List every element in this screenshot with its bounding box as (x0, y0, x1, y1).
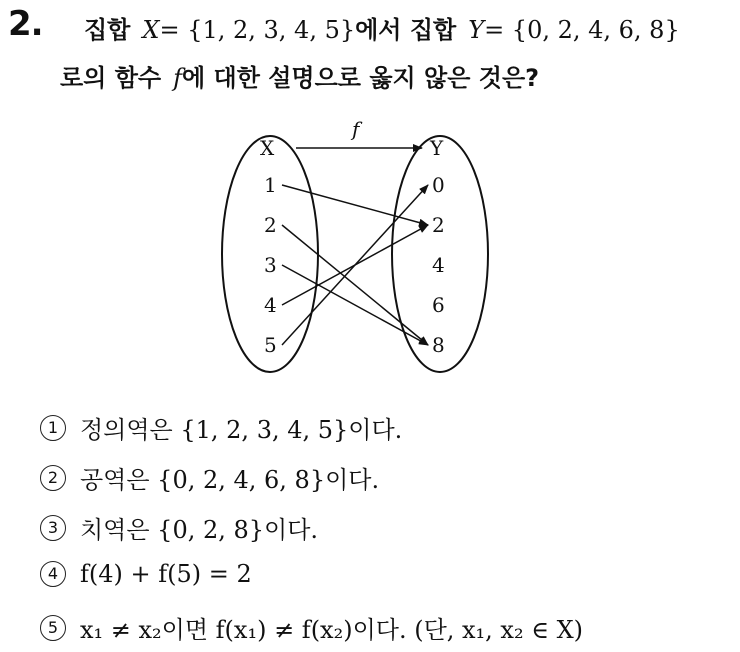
mapping-arrow (282, 265, 428, 345)
choice-text: x₁ ≠ x₂이면 f(x₁) ≠ f(x₂)이다. (단, x₁, x₂ ∈ X) (80, 616, 584, 644)
domain-element: 4 (264, 293, 277, 317)
choice-text: 공역은 {0, 2, 4, 6, 8}이다. (80, 466, 380, 494)
domain-element: 5 (264, 333, 277, 357)
stem-text: 집합 (84, 16, 131, 44)
choice-number: 1 (40, 415, 66, 441)
question-stem-line2 (60, 58, 700, 93)
choice-number: 5 (40, 615, 66, 641)
set-y-symbol: Y (468, 16, 485, 44)
answer-choice-2[interactable] (40, 460, 379, 495)
codomain-element: 4 (432, 253, 445, 277)
choice-text: 치역은 {0, 2, 8}이다. (80, 516, 319, 544)
mapping-arrow (282, 225, 428, 345)
answer-choice-4[interactable] (40, 560, 252, 588)
set-y-elements: = {0, 2, 4, 6, 8} (484, 16, 680, 44)
codomain-element: 0 (432, 173, 445, 197)
function-label: f (352, 117, 360, 141)
codomain-label: Y (430, 136, 444, 160)
set-x-elements: = {1, 2, 3, 4, 5} (159, 16, 356, 44)
question-number: 2. (8, 4, 43, 44)
choice-text: f(4) + f(5) = 2 (80, 560, 252, 588)
answer-choice-5[interactable] (40, 610, 583, 645)
answer-choice-1[interactable] (40, 410, 402, 445)
choice-number: 4 (40, 561, 66, 587)
question-stem-line1 (84, 10, 724, 45)
stem-text: 에서 집합 (355, 16, 457, 44)
stem-text: 에 대한 설명으로 옳지 않은 것은? (181, 64, 540, 92)
choice-text: 정의역은 {1, 2, 3, 4, 5}이다. (80, 416, 403, 444)
domain-label: X (260, 136, 275, 160)
function-symbol: f (173, 64, 182, 92)
answer-choice-3[interactable] (40, 510, 318, 545)
mapping-arrow (282, 185, 428, 345)
choice-number: 2 (40, 465, 66, 491)
domain-element: 2 (264, 213, 277, 237)
codomain-element: 8 (432, 333, 445, 357)
domain-element: 3 (264, 253, 277, 277)
codomain-element: 6 (432, 293, 445, 317)
mapping-arrow (282, 185, 428, 225)
domain-element: 1 (264, 173, 277, 197)
mapping-diagram (0, 110, 740, 390)
codomain-element: 2 (432, 213, 445, 237)
set-x-symbol: X (142, 16, 160, 44)
stem-text: 로의 함수 (60, 64, 162, 92)
choice-number: 3 (40, 515, 66, 541)
